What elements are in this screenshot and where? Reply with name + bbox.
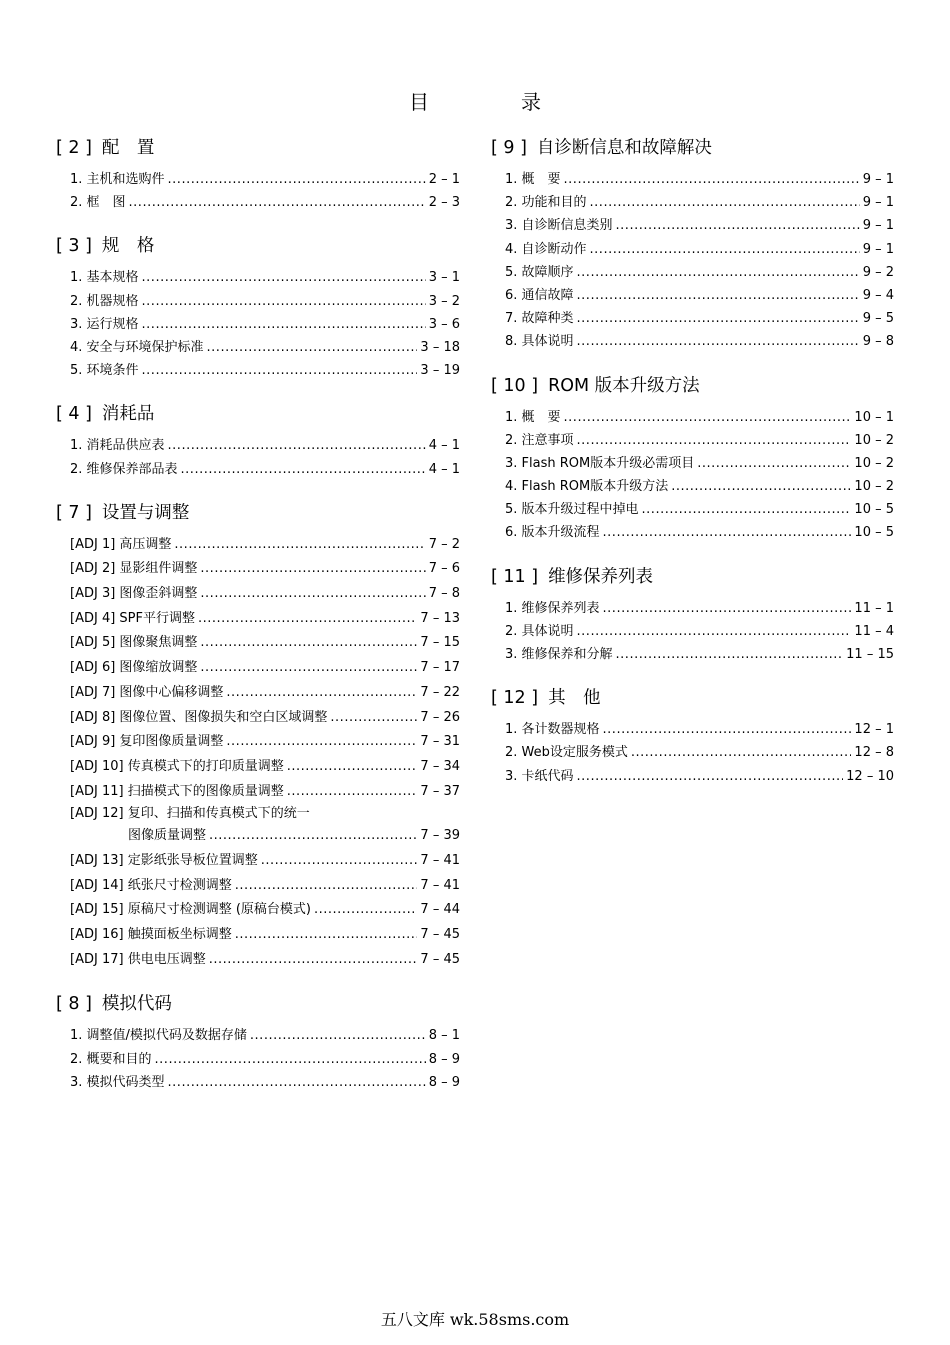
toc-entry-page: 9 – 1 xyxy=(862,172,894,187)
toc-entry[interactable] xyxy=(70,631,460,656)
toc-entry-label: 1. 消耗品供应表 xyxy=(70,438,165,454)
section-number: [ 4 ] xyxy=(56,404,92,425)
toc-entry-label: 2. 框 图 xyxy=(70,195,126,211)
toc-entry-page: 7 – 22 xyxy=(420,684,460,700)
toc-entry[interactable] xyxy=(505,238,894,261)
toc-entry-list xyxy=(56,533,460,973)
dot-leader xyxy=(142,359,418,382)
toc-entry-label: [ADJ 10] 传真模式下的打印质量调整 xyxy=(70,758,284,774)
toc-entry[interactable] xyxy=(70,656,460,681)
section-number: [ 2 ] xyxy=(56,138,92,158)
toc-section xyxy=(56,501,460,973)
toc-entry-page: 7 – 45 xyxy=(420,951,460,967)
toc-entry-list xyxy=(491,406,894,545)
toc-entry-label: 1. 维修保养列表 xyxy=(505,600,600,616)
toc-entry-page: 4 – 1 xyxy=(428,461,460,477)
toc-entry[interactable] xyxy=(70,1071,460,1094)
toc-entry-page: 7 – 26 xyxy=(420,709,460,725)
toc-entry[interactable] xyxy=(70,948,460,973)
toc-entry-page: 8 – 9 xyxy=(428,1074,460,1090)
toc-entry-page: 9 – 1 xyxy=(862,218,894,234)
toc-entry[interactable] xyxy=(70,607,460,632)
toc-entry[interactable] xyxy=(505,261,894,284)
toc-entry-page: 7 – 17 xyxy=(420,660,460,676)
dot-leader xyxy=(616,643,844,666)
toc-right-column xyxy=(491,136,894,808)
toc-entry-label: 1. 概 要 xyxy=(505,409,561,425)
toc-entry-label: 2. 维修保养部品表 xyxy=(70,461,178,477)
toc-entry-label: [ADJ 6] 图像缩放调整 xyxy=(70,660,198,676)
dot-leader xyxy=(200,656,417,681)
dot-leader xyxy=(200,557,425,582)
toc-entry-page: 4 – 1 xyxy=(428,438,460,454)
dot-leader xyxy=(577,261,860,284)
dot-leader xyxy=(603,597,852,620)
toc-section xyxy=(56,136,460,214)
toc-entry-page: 2 – 1 xyxy=(428,172,460,187)
section-heading xyxy=(491,565,894,589)
toc-entry-label: 2. 功能和目的 xyxy=(505,195,587,211)
toc-entry-page: 7 – 6 xyxy=(428,561,460,577)
toc-entry[interactable] xyxy=(505,765,894,788)
toc-entry-page: 7 – 13 xyxy=(420,610,460,626)
section-number: [ 10 ] xyxy=(491,375,539,396)
dot-leader xyxy=(142,313,426,336)
dot-leader xyxy=(142,266,426,289)
toc-entry-label: 1. 调整值/模拟代码及数据存储 xyxy=(70,1028,247,1044)
toc-entry-label: [ADJ 17] 供电电压调整 xyxy=(70,951,206,967)
toc-entry-page: 2 – 3 xyxy=(428,195,460,211)
toc-section xyxy=(491,686,894,788)
dot-leader xyxy=(168,434,426,457)
section-title: 规 格 xyxy=(101,236,155,257)
toc-entry-label: 2. 概要和目的 xyxy=(70,1051,152,1067)
toc-entry-page: 3 – 19 xyxy=(420,363,460,379)
dot-leader xyxy=(577,620,852,643)
toc-entry-page: 11 – 4 xyxy=(854,623,894,639)
toc-entry-list xyxy=(56,168,460,214)
toc-entry-label: 5. 故障顺序 xyxy=(505,264,574,280)
toc-entry-page: 10 – 5 xyxy=(854,525,894,541)
toc-entry-label: 4. Flash ROM版本升级方法 xyxy=(505,479,669,495)
dot-leader xyxy=(603,718,852,741)
toc-entry-page: 9 – 5 xyxy=(862,311,894,327)
toc-entry-label: [ADJ 8] 图像位置、图像损失和空白区域调整 xyxy=(70,709,328,725)
section-title: 设置与调整 xyxy=(101,502,190,523)
toc-entry[interactable] xyxy=(70,557,460,582)
toc-entry[interactable] xyxy=(505,406,894,429)
dot-leader xyxy=(209,824,417,849)
dot-leader xyxy=(577,429,852,452)
dot-leader xyxy=(642,498,852,521)
toc-entry-label: [ADJ 16] 触摸面板坐标调整 xyxy=(70,927,232,942)
section-heading xyxy=(56,501,460,525)
toc-entry-page: 7 – 34 xyxy=(420,758,460,774)
toc-entry[interactable] xyxy=(505,597,894,620)
toc-entry[interactable] xyxy=(70,458,460,481)
dot-leader xyxy=(200,582,425,607)
toc-entry-label: [ADJ 4] SPF平行调整 xyxy=(70,610,195,626)
toc-entry-list xyxy=(56,434,460,480)
dot-leader xyxy=(577,765,844,788)
toc-entry-label: 3. 模拟代码类型 xyxy=(70,1074,165,1090)
toc-entry-page: 9 – 8 xyxy=(862,334,894,350)
dot-leader xyxy=(261,849,418,874)
toc-entry[interactable] xyxy=(70,874,460,899)
toc-entry[interactable] xyxy=(505,284,894,307)
toc-entry-page: 3 – 1 xyxy=(428,270,460,286)
dot-leader xyxy=(181,458,426,481)
dot-leader xyxy=(198,607,417,632)
toc-entry-list xyxy=(491,718,894,788)
dot-leader xyxy=(603,521,852,544)
toc-entry[interactable] xyxy=(70,849,460,874)
toc-entry-list xyxy=(491,168,894,354)
toc-entry-list xyxy=(56,266,460,382)
section-title: 维修保养列表 xyxy=(548,566,654,587)
toc-entry-page: 10 – 2 xyxy=(854,432,894,448)
toc-entry-label: 3. 维修保养和分解 xyxy=(505,647,613,662)
dot-leader xyxy=(200,631,417,656)
toc-entry[interactable] xyxy=(505,620,894,643)
dot-leader xyxy=(590,191,860,214)
toc-entry[interactable] xyxy=(505,718,894,741)
toc-entry-label: 7. 故障种类 xyxy=(505,311,574,327)
toc-entry-page: 3 – 18 xyxy=(420,339,460,355)
toc-entry[interactable] xyxy=(70,168,460,191)
dot-leader xyxy=(616,214,860,237)
toc-entry[interactable] xyxy=(70,359,460,382)
toc-entry-label: 1. 基本规格 xyxy=(70,270,139,286)
section-number: [ 3 ] xyxy=(56,236,92,257)
dot-leader xyxy=(155,1048,426,1071)
toc-entry-page: 9 – 4 xyxy=(862,287,894,303)
toc-entry-label: [ADJ 11] 扫描模式下的图像质量调整 xyxy=(70,783,284,799)
dot-leader xyxy=(250,1024,426,1047)
toc-entry-label: [ADJ 3] 图像歪斜调整 xyxy=(70,586,198,602)
page-title: 目 录 xyxy=(409,90,577,114)
toc-entry[interactable] xyxy=(70,824,460,849)
dot-leader xyxy=(142,290,426,313)
toc-entry-page: 7 – 41 xyxy=(420,877,460,893)
toc-entry[interactable] xyxy=(70,1048,460,1071)
toc-entry[interactable] xyxy=(505,452,894,475)
toc-entry-label: 2. 注意事项 xyxy=(505,432,574,448)
toc-entry-list xyxy=(491,597,894,667)
toc-entry-label: 6. 通信故障 xyxy=(505,287,574,303)
section-number: [ 12 ] xyxy=(491,688,539,709)
section-number: [ 8 ] xyxy=(56,994,92,1015)
toc-entry[interactable] xyxy=(505,643,894,666)
toc-entry-label: 5. 环境条件 xyxy=(70,363,139,379)
toc-section xyxy=(491,136,894,354)
toc-left-column xyxy=(56,136,460,1114)
toc-entry[interactable] xyxy=(70,923,460,948)
section-title: 配 置 xyxy=(101,138,155,158)
toc-entry-page: 7 – 31 xyxy=(420,734,460,750)
toc-entry[interactable] xyxy=(70,681,460,706)
toc-entry-page: 7 – 8 xyxy=(428,586,460,602)
toc-entry[interactable] xyxy=(505,741,894,764)
dot-leader xyxy=(129,191,426,214)
dot-leader xyxy=(577,284,860,307)
toc-entry-label: 8. 具体说明 xyxy=(505,334,574,350)
toc-entry[interactable] xyxy=(70,313,460,336)
dot-leader xyxy=(235,923,418,948)
toc-entry-page: 12 – 8 xyxy=(854,745,894,761)
toc-section xyxy=(56,992,460,1094)
toc-entry-label: [ADJ 5] 图像聚焦调整 xyxy=(70,635,198,651)
toc-entry-label: 1. 主机和选购件 xyxy=(70,172,165,187)
toc-entry[interactable] xyxy=(70,266,460,289)
section-heading xyxy=(491,136,894,160)
dot-leader xyxy=(590,238,860,261)
dot-leader xyxy=(207,336,418,359)
toc-entry-label: 3. Flash ROM版本升级必需项目 xyxy=(505,455,695,471)
toc-entry[interactable] xyxy=(505,429,894,452)
toc-entry[interactable] xyxy=(70,730,460,755)
toc-entry[interactable] xyxy=(70,898,460,923)
section-heading xyxy=(56,136,460,160)
section-number: [ 7 ] xyxy=(56,502,92,523)
toc-entry-label: 3. 自诊断信息类别 xyxy=(505,218,613,234)
toc-entry[interactable] xyxy=(70,336,460,359)
toc-entry-page: 12 – 10 xyxy=(846,768,894,784)
toc-entry-page: 9 – 1 xyxy=(862,241,894,257)
toc-section xyxy=(491,374,894,545)
toc-entry-page: 7 – 41 xyxy=(420,852,460,868)
toc-entry-page: 7 – 44 xyxy=(420,902,460,918)
dot-leader xyxy=(631,741,852,764)
toc-entry-label: 2. 具体说明 xyxy=(505,623,574,639)
toc-entry-page: 11 – 1 xyxy=(854,600,894,616)
section-title: 其 他 xyxy=(548,688,601,709)
dot-leader xyxy=(168,1071,426,1094)
toc-entry-page: 8 – 1 xyxy=(428,1028,460,1044)
toc-entry[interactable] xyxy=(505,307,894,330)
toc-entry-page: 7 – 2 xyxy=(428,536,460,552)
section-heading xyxy=(491,374,894,398)
toc-entry-page: 10 – 2 xyxy=(854,479,894,495)
toc-entry-label: 2. Web设定服务模式 xyxy=(505,745,628,761)
toc-entry[interactable] xyxy=(505,498,894,521)
toc-entry-page: 3 – 2 xyxy=(428,293,460,309)
toc-entry-page: 11 – 15 xyxy=(846,647,894,662)
toc-entry-page: 12 – 1 xyxy=(854,722,894,738)
dot-leader xyxy=(209,948,418,973)
toc-entry[interactable] xyxy=(70,582,460,607)
toc-entry[interactable] xyxy=(70,191,460,214)
toc-entry-label: [ADJ 13] 定影纸张导板位置调整 xyxy=(70,852,258,868)
toc-entry-page: 9 – 1 xyxy=(862,195,894,211)
toc-section xyxy=(56,402,460,480)
dot-leader xyxy=(330,706,417,731)
dot-leader xyxy=(577,330,860,353)
toc-entry[interactable] xyxy=(70,780,460,805)
dot-leader xyxy=(226,681,417,706)
toc-entry[interactable] xyxy=(505,214,894,237)
toc-entry[interactable] xyxy=(70,533,460,558)
watermark-text: 五八文库 wk.58sms.com xyxy=(380,1310,570,1329)
section-heading xyxy=(56,992,460,1016)
toc-entry-label: [ADJ 9] 复印图像质量调整 xyxy=(70,734,224,750)
toc-entry-page: 9 – 2 xyxy=(862,264,894,280)
toc-entry-label: 1. 概 要 xyxy=(505,172,561,187)
toc-entry-label: [ADJ 15] 原稿尺寸检测调整 (原稿台模式) xyxy=(70,902,311,918)
toc-entry[interactable] xyxy=(505,475,894,498)
dot-leader xyxy=(226,730,417,755)
toc-entry[interactable] xyxy=(505,330,894,353)
toc-entry-list xyxy=(56,1024,460,1094)
dot-leader xyxy=(287,755,418,780)
section-number: [ 11 ] xyxy=(491,566,539,587)
section-title: 自诊断信息和故障解决 xyxy=(536,138,712,158)
toc-entry-page: 8 – 9 xyxy=(428,1051,460,1067)
dot-leader xyxy=(168,168,426,191)
toc-entry-page: 3 – 6 xyxy=(428,316,460,332)
toc-entry-page: 7 – 37 xyxy=(420,783,460,799)
toc-entry-page: 7 – 15 xyxy=(420,635,460,651)
section-heading xyxy=(56,402,460,426)
toc-entry[interactable] xyxy=(505,168,894,191)
toc-entry-label: 1. 各计数器规格 xyxy=(505,722,600,738)
toc-entry[interactable] xyxy=(70,706,460,731)
section-heading xyxy=(491,686,894,710)
dot-leader xyxy=(577,307,860,330)
toc-entry-label: 5. 版本升级过程中掉电 xyxy=(505,502,639,518)
dot-leader xyxy=(697,452,851,475)
toc-entry-label: 4. 自诊断动作 xyxy=(505,241,587,257)
toc-entry-page: 10 – 5 xyxy=(854,502,894,518)
toc-entry-page: 10 – 1 xyxy=(854,409,894,425)
toc-entry-label: 图像质量调整 xyxy=(128,828,207,844)
section-heading xyxy=(56,234,460,258)
toc-entry-label: 4. 安全与环境保护标准 xyxy=(70,339,204,355)
toc-entry[interactable] xyxy=(505,521,894,544)
section-title: 模拟代码 xyxy=(101,994,172,1015)
toc-entry-label: 3. 卡纸代码 xyxy=(505,768,574,784)
dot-leader xyxy=(287,780,418,805)
toc-entry[interactable] xyxy=(70,804,460,824)
toc-entry-label: [ADJ 7] 图像中心偏移调整 xyxy=(70,684,224,700)
toc-entry-label: 2. 机器规格 xyxy=(70,293,139,309)
dot-leader xyxy=(564,406,852,429)
toc-entry-label: [ADJ 1] 高压调整 xyxy=(70,536,172,552)
toc-section xyxy=(491,565,894,667)
toc-section xyxy=(56,234,460,382)
toc-entry[interactable] xyxy=(505,191,894,214)
section-number: [ 9 ] xyxy=(491,138,527,158)
dot-leader xyxy=(671,475,851,498)
toc-entry[interactable] xyxy=(70,434,460,457)
toc-entry-page: 7 – 39 xyxy=(420,828,460,844)
toc-entry-label: [ADJ 14] 纸张尺寸检测调整 xyxy=(70,877,232,893)
toc-entry-label: [ADJ 2] 显影组件调整 xyxy=(70,561,198,577)
toc-entry-label: [ADJ 12] 复印、扫描和传真模式下的统一 xyxy=(70,806,310,822)
toc-entry-page: 7 – 45 xyxy=(420,927,460,942)
toc-entry[interactable] xyxy=(70,1024,460,1047)
toc-entry-label: 6. 版本升级流程 xyxy=(505,525,600,541)
dot-leader xyxy=(174,533,425,558)
toc-entry[interactable] xyxy=(70,290,460,313)
toc-entry[interactable] xyxy=(70,755,460,780)
dot-leader xyxy=(314,898,417,923)
section-title: ROM 版本升级方法 xyxy=(548,375,700,396)
dot-leader xyxy=(564,168,860,191)
toc-entry-label: 3. 运行规格 xyxy=(70,316,139,332)
section-title: 消耗品 xyxy=(101,404,155,425)
dot-leader xyxy=(235,874,418,899)
toc-entry-page: 10 – 2 xyxy=(854,455,894,471)
